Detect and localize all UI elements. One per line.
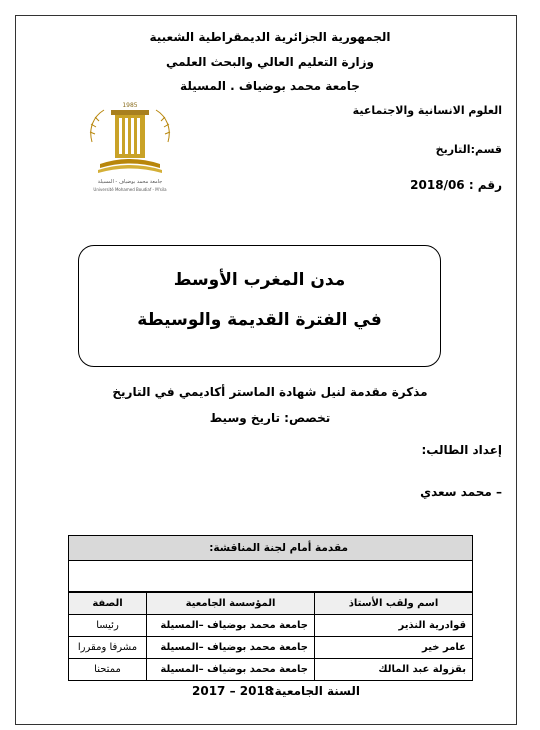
university-title: جامعة محمد بوضياف . المسيلة — [180, 79, 360, 93]
logo-year: 1985 — [122, 102, 138, 109]
professor-name: عامر خير — [315, 637, 473, 659]
table-row — [69, 615, 472, 637]
thesis-description: مذكرة مقدمة لنيل شهادة الماستر أكاديمي في التاريخ — [112, 385, 428, 399]
specialty-label: تخصص: تاريخ وسيط — [209, 411, 331, 425]
university-seal-icon — [70, 98, 190, 194]
academic-year-label: السنة الجامعية: — [269, 684, 360, 698]
thesis-title-line-2: في الفترة القديمة والوسيطة — [137, 310, 382, 330]
logo-name-latin: Université Mohamed Boudiaf - M'sila — [93, 187, 167, 192]
republic-title: الجمهورية الجزائرية الديمقراطية الشعبية — [149, 30, 391, 44]
thesis-title-line-1: مدن المغرب الأوسط — [173, 270, 346, 290]
professor-role: رئيسا — [69, 615, 147, 637]
department-label: قسم:التاريخ — [435, 143, 502, 156]
faculty-label: العلوم الانسانية والاجتماعية — [352, 104, 502, 117]
thesis-title-box — [78, 245, 441, 367]
header-professor: اسم ولقب الأستاذ — [315, 593, 473, 615]
logo-name-arabic: جامعة محمد بوضياف - المسيلة — [97, 179, 163, 185]
student-name: – محمد سعدي — [420, 485, 502, 499]
professor-institution: جامعة محمد بوضياف –المسيلة — [147, 615, 315, 637]
header-institution: المؤسسة الجامعية — [147, 593, 315, 615]
committee-caption: مقدمة أمام لجنة المناقشة: — [69, 536, 472, 561]
committee-table-box — [68, 535, 473, 681]
committee-table — [69, 592, 472, 680]
university-logo — [70, 98, 190, 194]
header-role: الصفة — [69, 593, 147, 615]
academic-year-value: 2017 – 2018 — [192, 684, 274, 698]
table-row — [69, 637, 472, 659]
professor-name: بقزولة عبد المالك — [315, 659, 473, 681]
prepared-by-label: إعداد الطالب: — [421, 443, 502, 457]
table-header-row — [69, 593, 472, 615]
committee-spacer — [69, 561, 472, 592]
professor-institution: جامعة محمد بوضياف –المسيلة — [147, 659, 315, 681]
ministry-title: وزارة التعليم العالي والبحث العلمي — [165, 55, 375, 69]
professor-role: مشرفا ومقررا — [69, 637, 147, 659]
reference-number: رقم : 2018/06 — [410, 178, 502, 192]
professor-role: ممتحنا — [69, 659, 147, 681]
professor-institution: جامعة محمد بوضياف –المسيلة — [147, 637, 315, 659]
table-row — [69, 659, 472, 681]
professor-name: قوادرية النذير — [315, 615, 473, 637]
